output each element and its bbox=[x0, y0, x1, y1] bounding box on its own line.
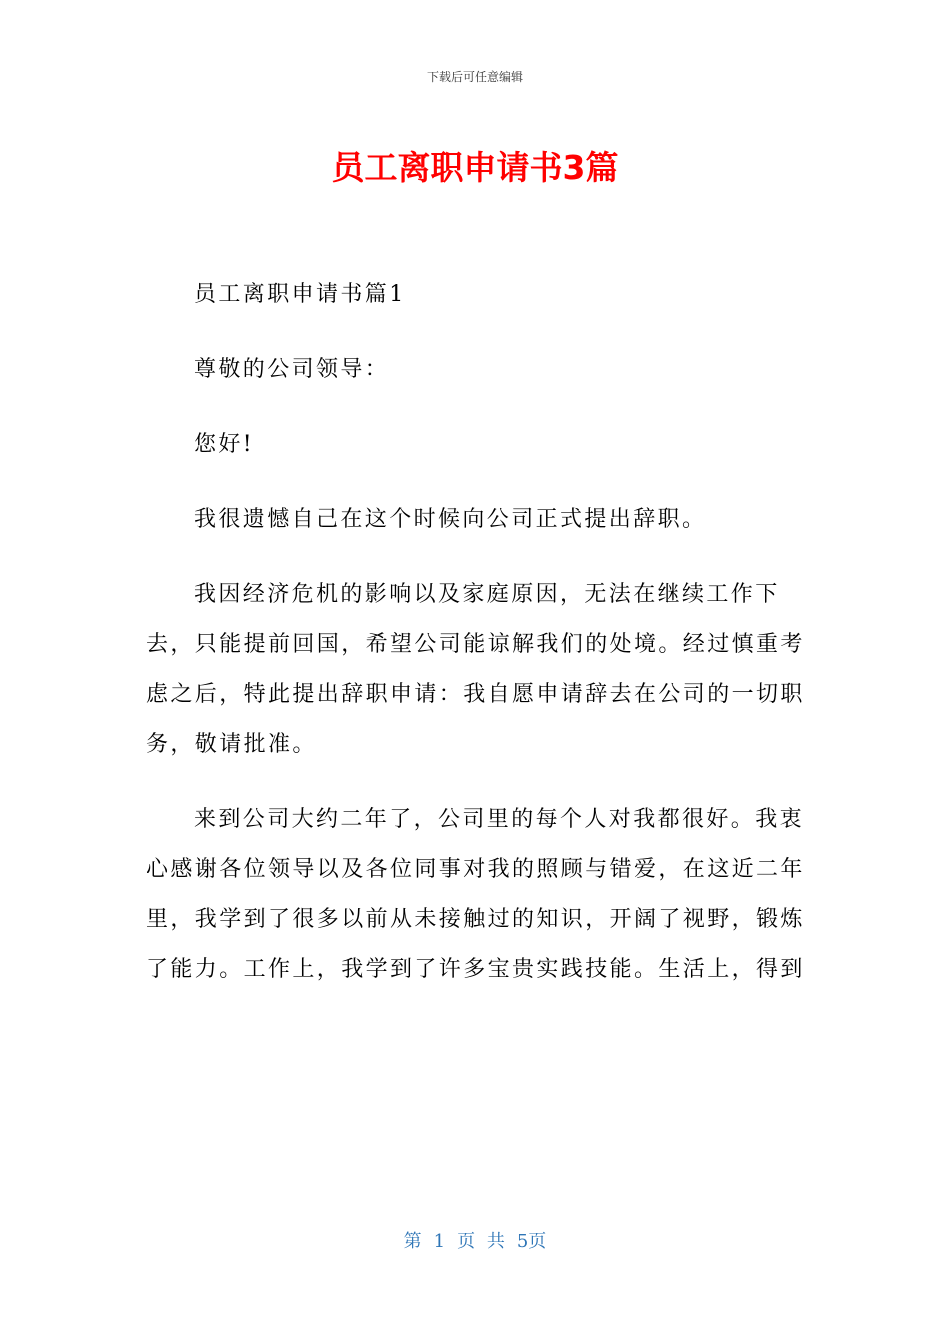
document-title: 员工离职申请书3篇 bbox=[331, 148, 619, 187]
footer-total-pages: 5页 bbox=[516, 1231, 547, 1252]
body-paragraph: 我因经济危机的影响以及家庭原因，无法在继续工作下去，只能提前回国，希望公司能谅解我们的处境。经过慎重考虑之后，特此提出辞职申请：我自愿申请辞去在公司的一切职务，敬请批准。 bbox=[146, 582, 805, 757]
greeting: 您好! bbox=[194, 432, 255, 457]
page-footer bbox=[0, 1227, 950, 1253]
section-heading: 员工离职申请书篇1 bbox=[194, 282, 406, 307]
footer-page-number: 1 bbox=[433, 1231, 446, 1252]
footer-middle: 页 共 bbox=[457, 1231, 505, 1252]
body-paragraph: 来到公司大约二年了，公司里的每个人对我都很好。我衷心感谢各位领导以及各位同事对我的照顾与错爱，在这近二年里，我学到了很多以前从未接触过的知识，开阔了视野，锻炼了能力。工作上，我学到了许多宝贵实践技能。生活上，得到 bbox=[146, 807, 805, 982]
salutation: 尊敬的公司领导： bbox=[194, 357, 390, 382]
footer-prefix: 第 bbox=[403, 1231, 422, 1252]
header-note: 下载后可任意编辑 bbox=[426, 70, 523, 84]
body-paragraph: 我很遗憾自己在这个时候向公司正式提出辞职。 bbox=[194, 507, 707, 532]
document-body bbox=[146, 270, 806, 1020]
